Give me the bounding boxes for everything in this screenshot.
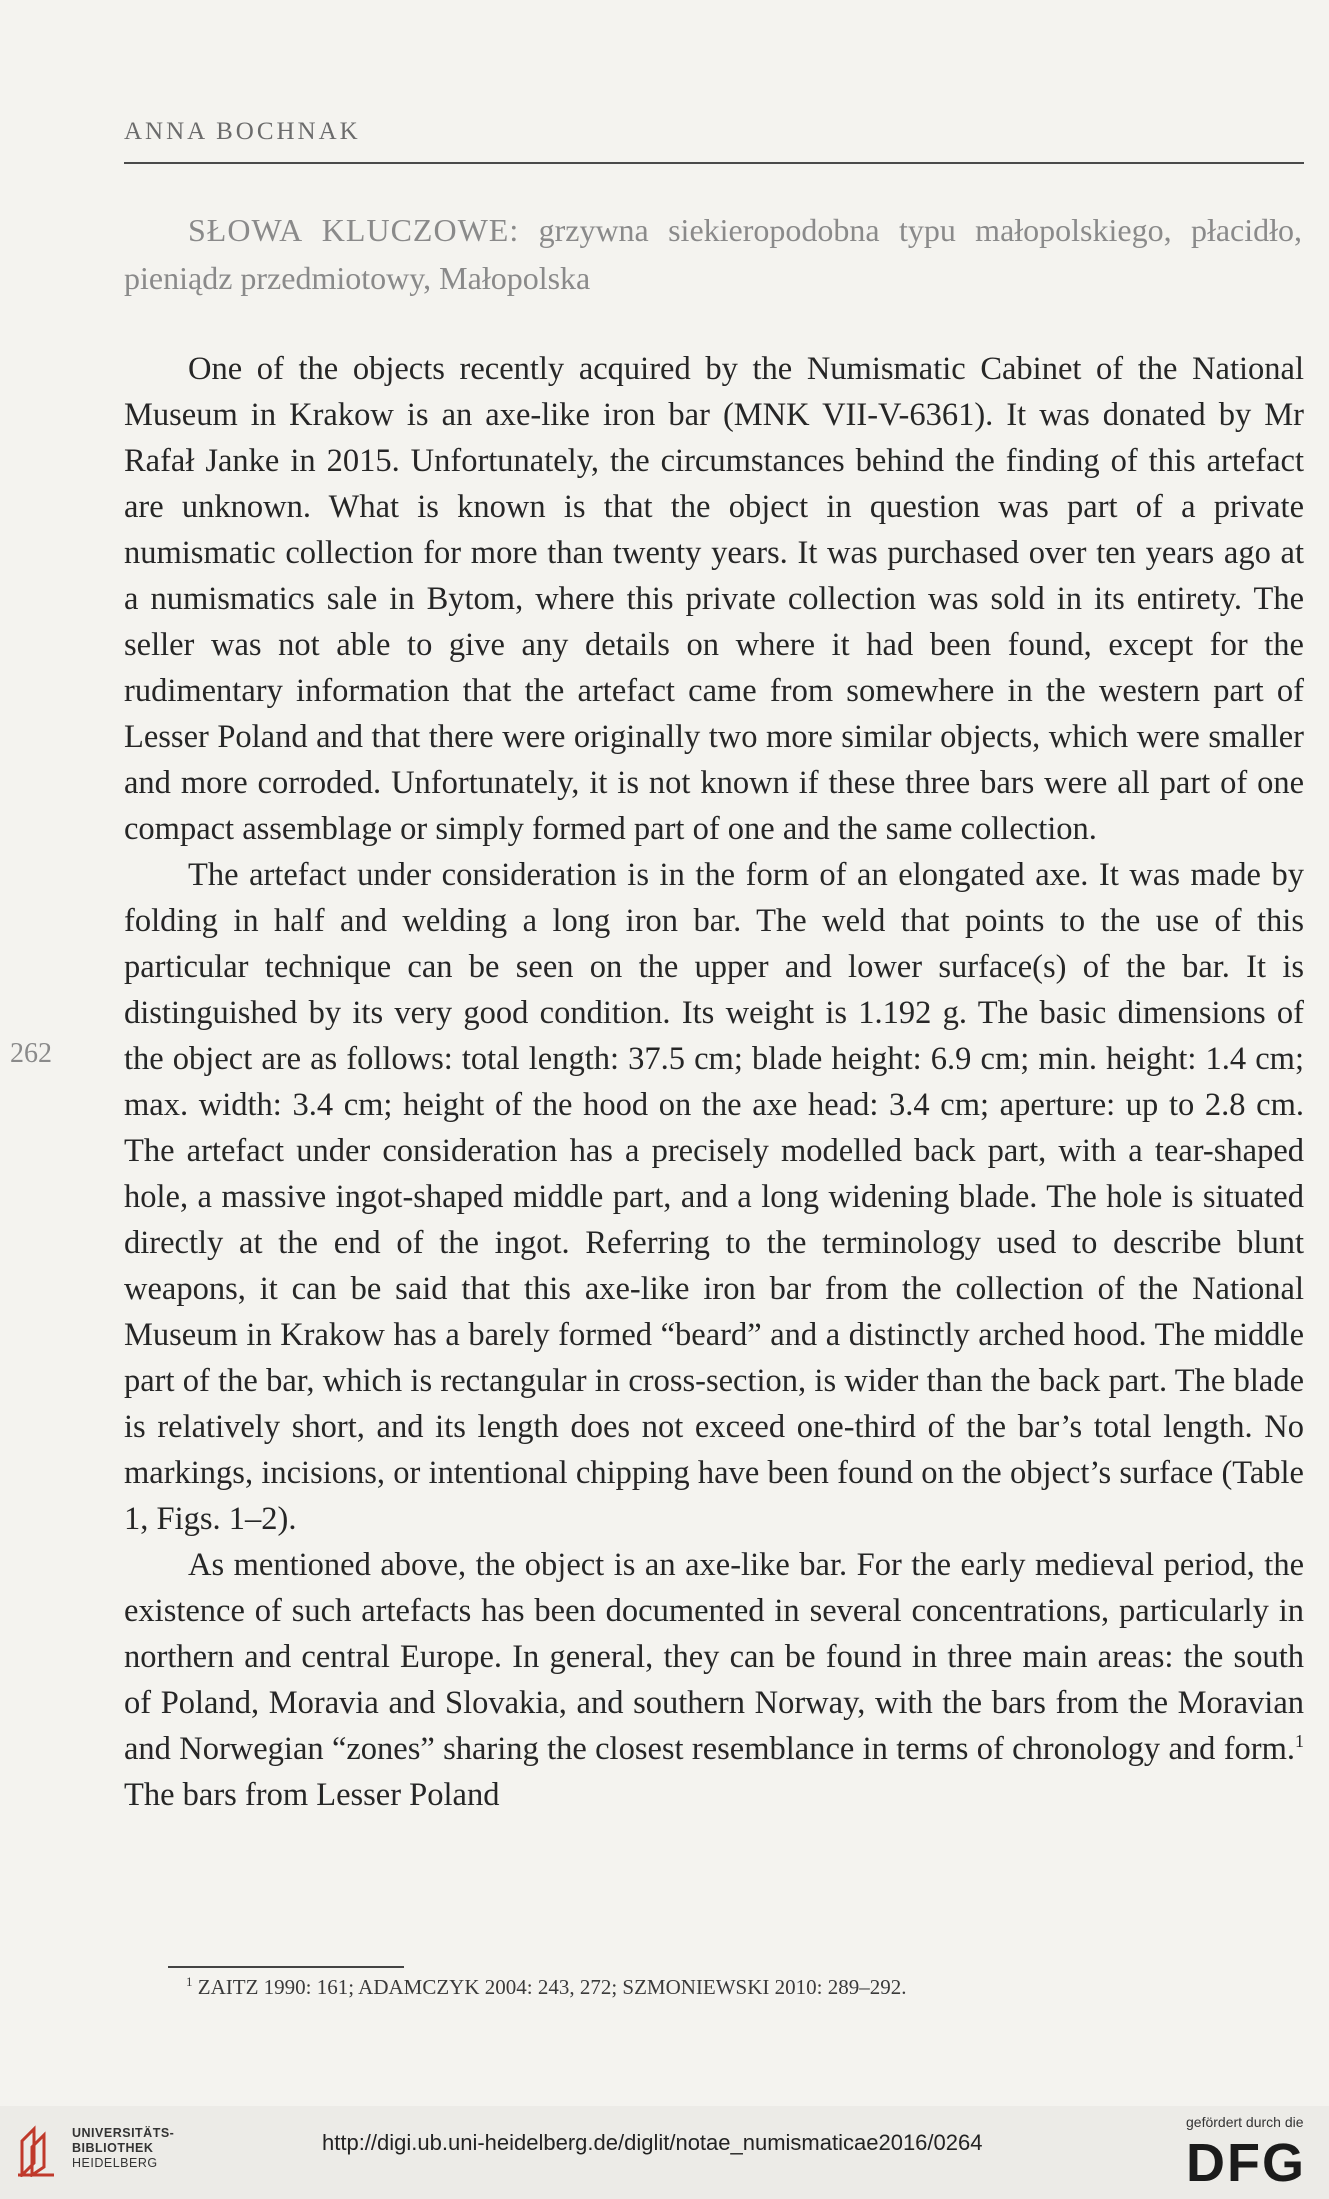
keywords	[124, 206, 1302, 302]
running-head: ANNA BOCHNAK	[124, 118, 361, 145]
paragraph: The artefact under consideration is in the form of an elongated axe. It was made by folding in half and welding a long iron bar. The weld that points to the use of this particular technique can be seen on the upper and lower surface(s) of the bar. It is distinguished by its very good condition. Its weight is 1.192 g. The basic dimensions of the object are as follows: total length: 37.5 cm; blade height: 6.9 cm; min. height: 1.4 cm; max. width: 3.4 cm; height of the hood on the axe head: 3.4 cm; aperture: up to 2.8 cm. The artefact under consideration has a precisely modelled back part, with a tear-shaped hole, a massive ingot-shaped middle part, and a long widening blade. The hole is situated directly at the end of the ingot. Referring to the terminology used to describe blunt weapons, it can be said that this axe-like iron bar from the collection of the National Museum in Krakow has a barely formed “beard” and a distinctly arched hood. The middle part of the bar, which is rectangular in cross-section, is wider than the back part. The blade is relatively short, and its length does not exceed one-third of the bar’s total length. No markings, incisions, or intentional chipping have been found on the object’s surface (Table 1, Figs. 1–2).	[124, 857, 1304, 1537]
university-library-logo-icon	[14, 2125, 64, 2177]
footnote-rule	[168, 1966, 404, 1968]
paragraph	[124, 1542, 1304, 1818]
keywords-label: SŁOWA KLUCZOWE:	[188, 212, 520, 248]
university-library-name	[72, 2126, 174, 2171]
footnote-reference[interactable]: 1	[1295, 1731, 1304, 1752]
body-text	[124, 346, 1304, 1818]
paragraph-text: As mentioned above, the object is an axe-like bar. For the early medieval period, the existence of such artefacts has been documented in several concentrations, particularly in northern and central Europe. In general, they can be found in three main areas: the south of Poland, Moravia and Slovakia, and southern Norway, with the bars from the Moravian and Norwegian “zones” sharing the closest resemblance in terms of chronology and form.	[124, 1547, 1304, 1767]
source-url-link[interactable]: http://digi.ub.uni-heidelberg.de/diglit/notae_numismaticae2016/0264	[322, 2130, 983, 2155]
library-line-1: UNIVERSITÄTS-	[72, 2126, 175, 2140]
footnote-text: ZAITZ 1990: 161; ADAMCZYK 2004: 243, 272; SZMONIEWSKI 2010: 289–292.	[197, 1975, 907, 1999]
footnote	[186, 1972, 906, 2002]
library-line-3: HEIDELBERG	[72, 2156, 158, 2170]
dfg-logo: DFG	[1186, 2133, 1306, 2193]
keywords-text: grzywna siekieropodobna typu małopolskiego, płacidło, pieniądz przedmiotowy, Małopolska	[124, 212, 1303, 296]
footnote-marker: 1	[186, 1974, 193, 1989]
header-rule	[124, 162, 1304, 164]
library-line-2: BIBLIOTHEK	[72, 2141, 154, 2155]
paragraph: One of the objects recently acquired by the Numismatic Cabinet of the National Museum in Krakow is an axe-like iron bar (MNK VII-V-6361). It was donated by Mr Rafał Janke in 2015. Unfortunately, the circumstances behind the finding of this artefact are unknown. What is known is that the object in question was part of a private numismatic collection for more than twenty years. It was purchased over ten years ago at a numismatics sale in Bytom, where this private collection was sold in its entirety. The seller was not able to give any details on where it had been found, except for the rudimentary information that the artefact came from somewhere in the western part of Lesser Poland and that there were originally two more similar objects, which were smaller and more corroded. Unfortunately, it is not known if these three bars were all part of one compact assemblage or simply formed part of one and the same collection.	[124, 351, 1304, 847]
funding-caption: gefördert durch die	[1186, 2114, 1304, 2130]
page-number: 262	[10, 1038, 52, 1069]
paragraph-text-tail: The bars from Lesser Poland	[124, 1777, 500, 1813]
